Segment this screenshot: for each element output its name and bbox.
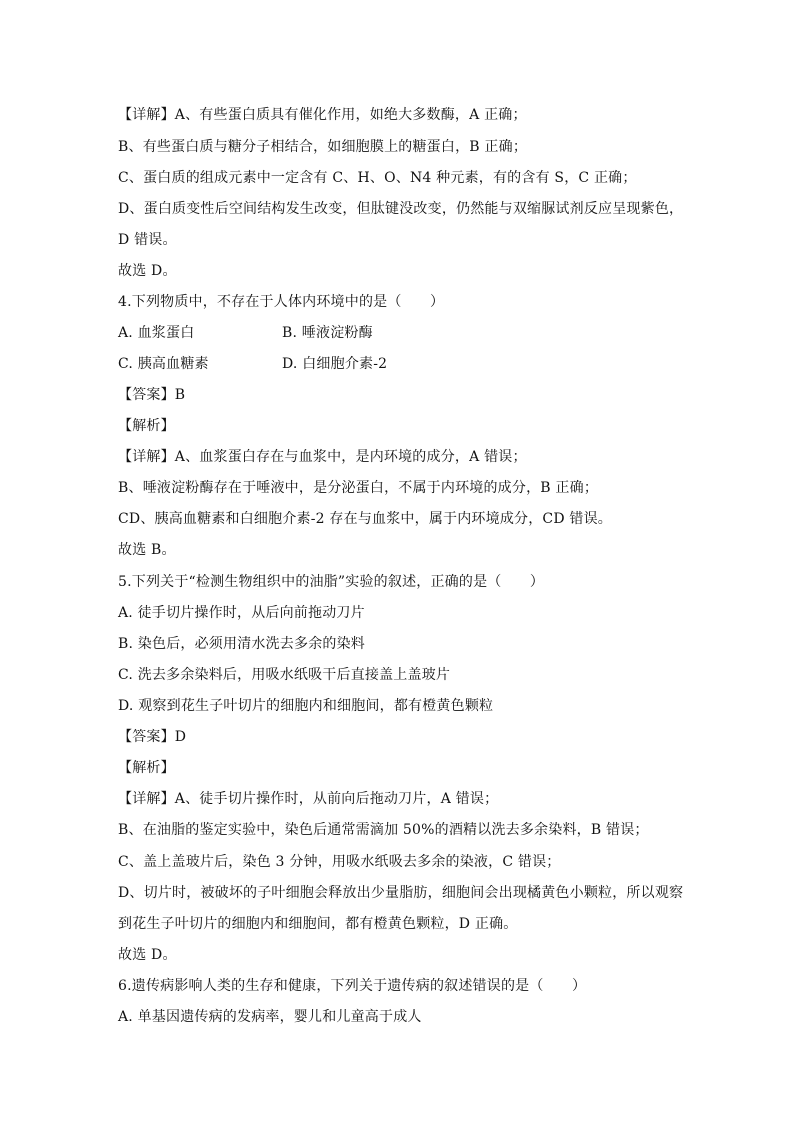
question-5: 5.下列关于“检测生物组织中的油脂”实验的叙述，正确的是（ ）	[118, 574, 545, 590]
text-line: 【详解】A、血浆蛋白存在与血浆中，是内环境的成分，A 错误；	[118, 449, 527, 465]
option-b: B. 染色后，必须用清水洗去多余的染料	[118, 636, 365, 652]
text-line: C、蛋白质的组成元素中一定含有 C、H、O、N4 种元素，有的含有 S，C 正确；	[118, 170, 637, 186]
text-line: D 错误。	[118, 232, 177, 248]
option-c: C. 胰高血糖素	[118, 356, 209, 372]
text-line: 故选 D。	[118, 947, 177, 963]
option-d: D. 白细胞介素-2	[282, 356, 388, 372]
text-line: B、在油脂的鉴定实验中，染色后通常需滴加 50%的酒精以洗去多余染料，B 错误；	[118, 822, 649, 838]
analysis-label: 【解析】	[118, 760, 175, 776]
text-line: D、蛋白质变性后空间结构发生改变，但肽键没改变，仍然能与双缩脲试剂反应呈现紫色，	[118, 201, 684, 217]
option-a: A. 单基因遗传病的发病率，婴儿和儿童高于成人	[118, 1009, 422, 1025]
text-line: CD、胰高血糖素和白细胞介素-2 存在与血浆中，属于内环境成分，CD 错误。	[118, 511, 613, 527]
text-line: 故选 B。	[118, 542, 176, 558]
text-line: B、唾液淀粉酶存在于唾液中，是分泌蛋白，不属于内环境的成分，B 正确；	[118, 480, 599, 496]
question-6: 6.遗传病影响人类的生存和健康，下列关于遗传病的叙述错误的是（ ）	[118, 978, 587, 994]
option-a: A. 血浆蛋白	[118, 325, 195, 341]
answer-label: 【答案】D	[118, 729, 187, 745]
text-line: B、有些蛋白质与糖分子相结合，如细胞膜上的糖蛋白，B 正确；	[118, 139, 528, 155]
option-b: B. 唾液淀粉酶	[282, 325, 373, 341]
answer-label: 【答案】B	[118, 387, 186, 403]
text-line: 故选 D。	[118, 263, 177, 279]
text-line: C、盖上盖玻片后，染色 3 分钟，用吸水纸吸去多余的染液，C 错误；	[118, 854, 561, 870]
option-c: C. 洗去多余染料后，用吸水纸吸干后直接盖上盖玻片	[118, 667, 451, 683]
option-a: A. 徒手切片操作时，从后向前拖动刀片	[118, 605, 365, 621]
analysis-label: 【解析】	[118, 418, 175, 434]
text-line: 【详解】A、徒手切片操作时，从前向后拖动刀片，A 错误；	[118, 791, 499, 807]
text-line: 【详解】A、有些蛋白质具有催化作用，如绝大多数酶，A 正确；	[118, 107, 527, 123]
text-line: D、切片时，被破坏的子叶细胞会释放出少量脂肪，细胞间会出现橘黄色小颗粒，所以观察	[118, 885, 684, 901]
question-4: 4.下列物质中，不存在于人体内环境中的是（ ）	[118, 294, 445, 310]
text-line: 到花生子叶切片的细胞内和细胞间，都有橙黄色颗粒，D 正确。	[118, 916, 518, 932]
option-d: D. 观察到花生子叶切片的细胞内和细胞间，都有橙黄色颗粒	[118, 698, 494, 714]
